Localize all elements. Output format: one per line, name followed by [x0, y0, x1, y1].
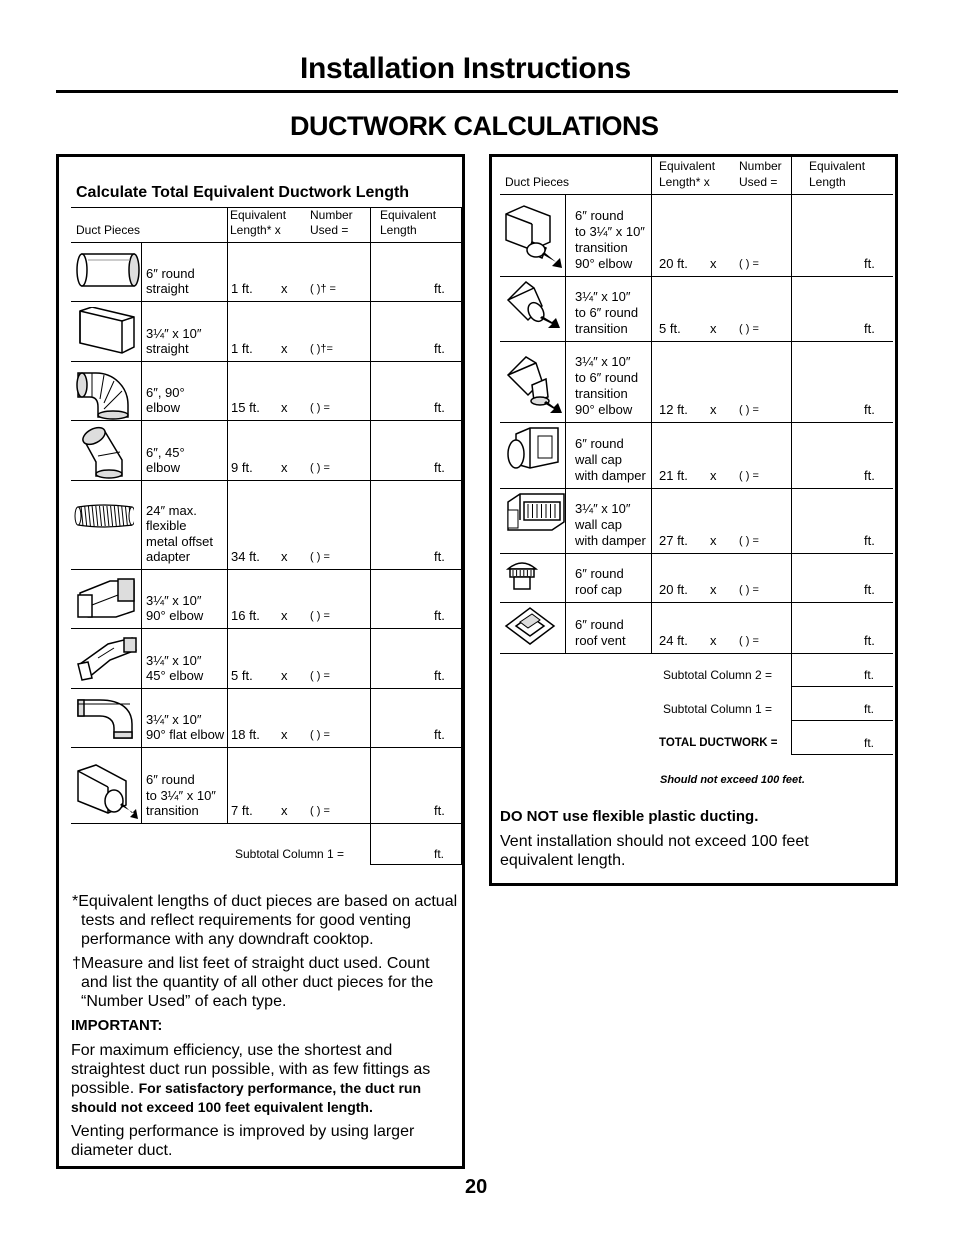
- left-row-times: x: [281, 727, 288, 742]
- right-row-number-used: ( ) =: [739, 470, 759, 482]
- left-col-divider-2: [370, 207, 371, 865]
- right-col-divider-2: [791, 157, 792, 754]
- note-important-label: IMPORTANT:: [71, 1017, 163, 1034]
- right-row-times: x: [710, 402, 717, 417]
- left-header-number-1: Number: [310, 208, 353, 222]
- right-row-unit: ft.: [864, 256, 875, 271]
- left-table-header-rule: [71, 242, 462, 243]
- right-row-label-line: with damper: [575, 468, 646, 483]
- left-row-label-line: 6″ round: [146, 772, 195, 787]
- right-row-label-line: 3¼″ x 10″: [575, 354, 631, 369]
- left-row-label-line: 90° flat elbow: [146, 727, 225, 742]
- left-row-unit: ft.: [434, 341, 445, 356]
- right-header-duct-pieces: Duct Pieces: [505, 175, 570, 189]
- right-row-rule: [500, 341, 893, 342]
- right-row-times: x: [710, 321, 717, 336]
- rect-90-elbow-icon: [74, 575, 140, 628]
- right-row-number-used: ( ) =: [739, 584, 759, 596]
- round-90-elbow-icon: [74, 367, 134, 426]
- left-row-label-line: elbow: [146, 460, 180, 475]
- left-row-number-used: ( ) =: [310, 402, 330, 414]
- right-row-rule: [500, 653, 893, 654]
- right-row-label-line: with damper: [575, 533, 646, 548]
- left-row-unit: ft.: [434, 803, 445, 818]
- left-row-rule: [71, 361, 462, 362]
- right-subtotal2-label: Subtotal Column 2 =: [663, 668, 773, 682]
- right-row-number-used: ( ) =: [739, 404, 759, 416]
- left-row-rule: [71, 628, 462, 629]
- left-header-total-1: Equivalent: [380, 208, 437, 222]
- left-col-divider-1: [227, 207, 228, 823]
- right-row-times: x: [710, 256, 717, 271]
- right-row-unit: ft.: [864, 582, 875, 597]
- left-header-total-2: Length: [380, 223, 417, 237]
- right-row-rule: [500, 553, 893, 554]
- right-row-label-line: transition: [575, 240, 628, 255]
- right-subtotal2-unit: ft.: [864, 668, 875, 682]
- left-row-number-used: ( ) =: [310, 805, 330, 817]
- left-row-label-line: flexible: [146, 518, 187, 533]
- right-col-divider-1: [651, 157, 652, 653]
- right-row-unit: ft.: [864, 468, 875, 483]
- left-row-label-line: 3¼″ x 10″: [146, 711, 202, 727]
- right-header-equiv-2: Length* x: [659, 175, 710, 189]
- note-important: [71, 1041, 457, 1117]
- left-row-times: x: [281, 608, 288, 623]
- note-measure: †Measure and list feet of straight duct used. Count and list the quantity of all other duct pieces for the “Number Used” of each type.: [72, 955, 434, 1010]
- warning-text: Vent installation should not exceed 100 feet equivalent length.: [500, 833, 809, 869]
- rect-to-round-transition-icon: [502, 278, 562, 337]
- left-row-label-line: 90° elbow: [146, 608, 204, 623]
- left-header-duct-pieces: Duct Pieces: [76, 223, 141, 237]
- right-row-label-line: 90° elbow: [575, 402, 633, 417]
- right-row-unit: ft.: [864, 633, 875, 648]
- left-row-length: 18 ft.: [231, 727, 260, 742]
- left-row-unit: ft.: [434, 608, 445, 623]
- right-subtotal1-rule: [791, 720, 893, 721]
- left-row-number-used: ( ) =: [310, 551, 330, 563]
- left-row-rule: [71, 688, 462, 689]
- left-header-equiv-2: Length* x: [230, 223, 281, 237]
- rect-wall-cap-icon: [502, 490, 566, 541]
- right-row-rule: [500, 602, 893, 603]
- right-header-number-2: Used =: [739, 175, 778, 189]
- right-header-number-1: Number: [739, 159, 782, 173]
- left-row-unit: ft.: [434, 400, 445, 415]
- left-row-length: 34 ft.: [231, 549, 260, 564]
- right-row-length: 27 ft.: [659, 533, 688, 548]
- left-row-length: 1 ft.: [231, 341, 253, 356]
- note-larger-duct: Venting performance is improved by using larger diameter duct.: [71, 1123, 415, 1159]
- right-row-number-used: ( ) =: [739, 635, 759, 647]
- left-col-divider-3: [461, 207, 462, 865]
- left-row-times: x: [281, 341, 288, 356]
- right-header-total-2: Length: [809, 175, 846, 189]
- left-subtotal-unit: ft.: [434, 847, 445, 861]
- right-row-label-line: 6″ round: [575, 208, 624, 223]
- warning-bold: DO NOT use flexible plastic ducting.: [500, 808, 759, 825]
- flexible-adapter-icon: [74, 501, 134, 536]
- left-row-label-line: transition: [146, 803, 199, 818]
- left-row-length: 1 ft.: [231, 281, 253, 296]
- right-row-label-line: transition: [575, 386, 628, 401]
- left-row-number-used: ( )†=: [310, 343, 333, 355]
- right-row-label-line: transition: [575, 321, 628, 336]
- note-equivalent: *Equivalent lengths of duct pieces are based on actual tests and reflect requirements for good venting performance with any downdraft cooktop.: [72, 893, 458, 948]
- left-row-unit: ft.: [434, 668, 445, 683]
- left-row-number-used: ( ) =: [310, 670, 330, 682]
- left-row-times: x: [281, 281, 288, 296]
- left-row-number-used: ( )† =: [310, 283, 336, 295]
- left-row-label-line: 6″, 90°: [146, 384, 185, 400]
- right-row-length: 20 ft.: [659, 256, 688, 271]
- right-row-rule: [500, 422, 893, 423]
- right-subtotal1-unit: ft.: [864, 702, 875, 716]
- left-row-unit: ft.: [434, 727, 445, 742]
- right-header-equiv-1: Equivalent: [659, 159, 716, 173]
- right-row-unit: ft.: [864, 321, 875, 336]
- left-row-times: x: [281, 803, 288, 818]
- left-row-times: x: [281, 668, 288, 683]
- right-row-label-line: 6″ round: [575, 436, 624, 451]
- right-row-label-line: 6″ round: [575, 617, 624, 632]
- right-row-label-line: to 6″ round: [575, 305, 639, 320]
- right-row-label-line: 3¼″ x 10″: [575, 289, 631, 304]
- right-row-label-line: roof cap: [575, 582, 622, 597]
- right-row-length: 24 ft.: [659, 633, 688, 648]
- right-row-label-line: 3¼″ x 10″: [575, 501, 631, 516]
- round-45-elbow-icon: [74, 426, 130, 485]
- right-row-label-line: 90° elbow: [575, 256, 633, 271]
- left-row-length: 7 ft.: [231, 803, 253, 818]
- right-row-label-line: wall cap: [575, 517, 622, 532]
- right-row-length: 20 ft.: [659, 582, 688, 597]
- left-row-length: 15 ft.: [231, 400, 260, 415]
- right-row-number-used: ( ) =: [739, 323, 759, 335]
- left-row-label-line: 3¼″ x 10″: [146, 325, 202, 341]
- left-row-unit: ft.: [434, 549, 445, 564]
- right-row-times: x: [710, 533, 717, 548]
- round-to-rect-elbow-icon: [502, 202, 566, 277]
- rect-45-elbow-icon: [74, 634, 140, 687]
- left-row-number-used: ( ) =: [310, 462, 330, 474]
- left-row-number-used: ( ) =: [310, 610, 330, 622]
- section-title: DUCTWORK CALCULATIONS: [290, 111, 659, 141]
- left-row-label-line: elbow: [146, 400, 180, 415]
- left-row-label-line: 6″, 45°: [146, 444, 185, 460]
- left-row-label-line: adapter: [146, 549, 191, 564]
- note-important-text: For maximum efficiency, use the shortest and straightest duct run possible, with as few fittings as possible.: [71, 1042, 431, 1097]
- left-row-times: x: [281, 400, 288, 415]
- right-row-label-line: to 3¼″ x 10″: [575, 224, 645, 239]
- right-row-unit: ft.: [864, 402, 875, 417]
- left-row-length: 16 ft.: [231, 608, 260, 623]
- rect-straight-duct-icon: [74, 307, 140, 360]
- right-row-times: x: [710, 582, 717, 597]
- right-total-label: TOTAL DUCTWORK =: [659, 737, 778, 749]
- left-row-rule: [71, 569, 462, 570]
- left-row-label-line: 24″ max.: [146, 502, 197, 518]
- left-row-number-used: ( ) =: [310, 729, 330, 741]
- left-header-equiv-1: Equivalent: [230, 208, 287, 222]
- right-row-label-line: to 6″ round: [575, 370, 639, 385]
- round-to-rect-transition-icon: [74, 761, 140, 826]
- right-row-unit: ft.: [864, 533, 875, 548]
- left-row-unit: ft.: [434, 460, 445, 475]
- left-subtotal-rule: [370, 864, 462, 865]
- right-row-length: 5 ft.: [659, 321, 681, 336]
- title-rule: [56, 90, 898, 93]
- left-row-rule: [71, 301, 462, 302]
- left-row-rule: [71, 747, 462, 748]
- left-row-times: x: [281, 460, 288, 475]
- left-subtotal-label: Subtotal Column 1 =: [235, 847, 345, 861]
- right-row-label-line: 6″ round: [575, 566, 624, 581]
- note-important-bold: For satisfactory performance, the duct run should not exceed 100 feet equivalent length.: [71, 1080, 422, 1115]
- right-limit-note: Should not exceed 100 feet.: [660, 774, 805, 786]
- left-row-label-line: to 3¼″ x 10″: [146, 787, 216, 803]
- rect-to-round-elbow-icon: [502, 349, 564, 420]
- rect-flat-elbow-icon: [74, 694, 140, 747]
- left-row-label-line: metal offset: [146, 533, 213, 549]
- page-number: 20: [465, 1176, 488, 1198]
- left-row-length: 5 ft.: [231, 668, 253, 683]
- left-row-label-line: 3¼″ x 10″: [146, 652, 202, 668]
- right-total-rule: [791, 754, 893, 755]
- right-total-unit: ft.: [864, 736, 875, 750]
- left-row-label-line: 45° elbow: [146, 668, 204, 683]
- round-wall-cap-icon: [502, 424, 562, 479]
- round-straight-duct-icon: [74, 248, 140, 297]
- page-title: Installation Instructions: [300, 52, 631, 85]
- left-row-label-line: straight: [146, 341, 189, 356]
- left-row-label-line: 3¼″ x 10″: [146, 592, 202, 608]
- left-row-unit: ft.: [434, 281, 445, 296]
- right-row-times: x: [710, 468, 717, 483]
- left-header-number-2: Used =: [310, 223, 349, 237]
- right-table-header-rule: [500, 194, 893, 195]
- right-row-number-used: ( ) =: [739, 258, 759, 270]
- left-row-length: 9 ft.: [231, 460, 253, 475]
- right-subtotal2-rule: [791, 686, 893, 687]
- left-table-title: Calculate Total Equivalent Ductwork Length: [76, 184, 410, 201]
- right-row-label-line: roof vent: [575, 633, 626, 648]
- roof-cap-icon: [502, 555, 542, 600]
- left-row-label-line: straight: [146, 281, 189, 296]
- right-subtotal1-label: Subtotal Column 1 =: [663, 702, 773, 716]
- right-row-length: 21 ft.: [659, 468, 688, 483]
- right-row-length: 12 ft.: [659, 402, 688, 417]
- right-row-label-line: wall cap: [575, 452, 622, 467]
- left-row-times: x: [281, 549, 288, 564]
- right-row-number-used: ( ) =: [739, 535, 759, 547]
- roof-vent-icon: [502, 604, 556, 655]
- left-col-divider-icon: [141, 242, 142, 823]
- right-row-rule: [500, 488, 893, 489]
- left-row-label-line: 6″ round: [146, 265, 195, 281]
- right-header-total-1: Equivalent: [809, 159, 866, 173]
- right-row-times: x: [710, 633, 717, 648]
